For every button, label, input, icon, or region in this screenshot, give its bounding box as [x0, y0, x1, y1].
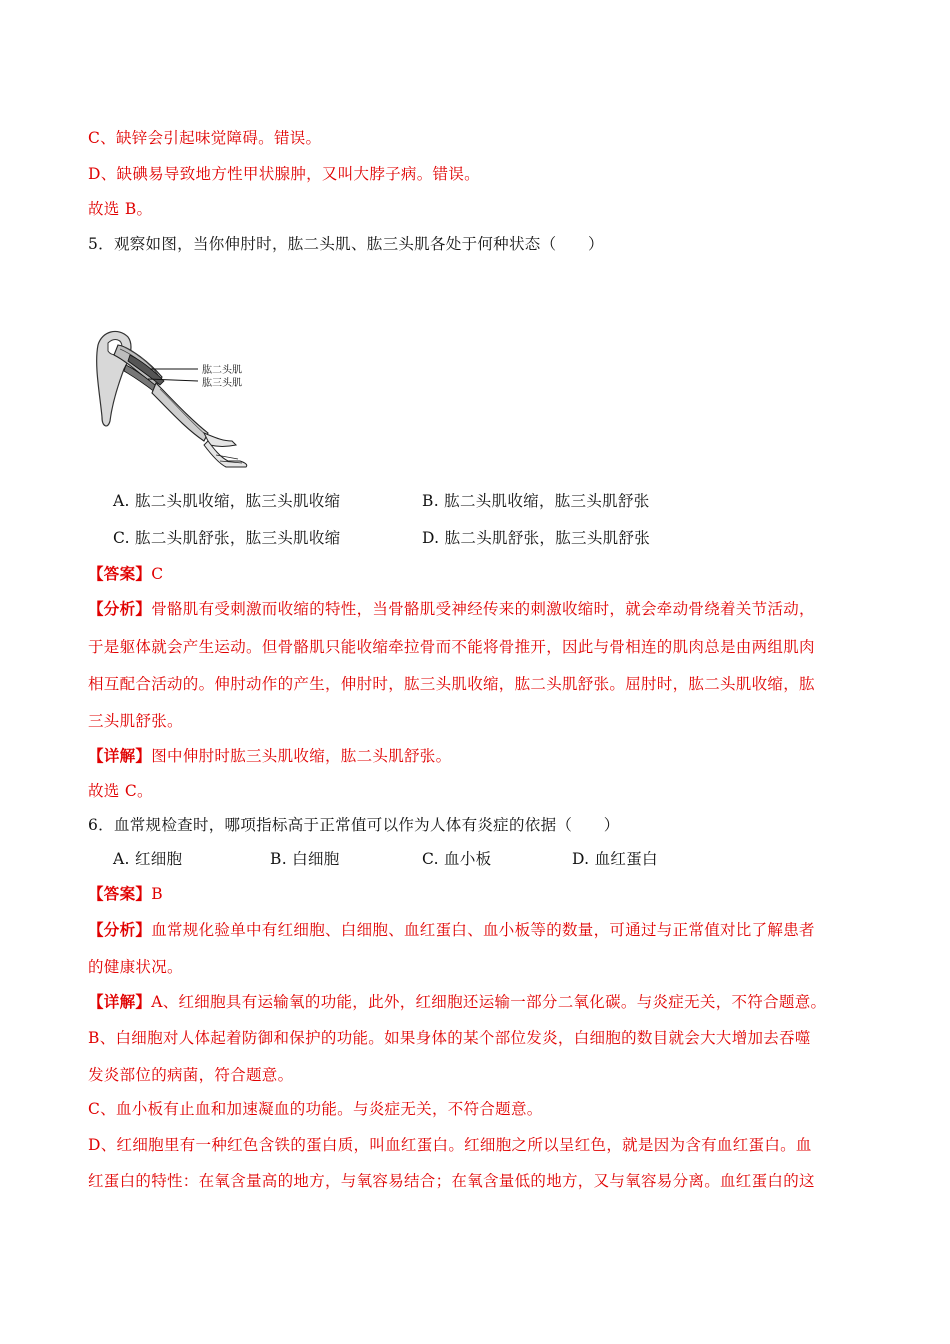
detail-text: A、红细胞具有运输氧的功能，此外，红细胞还运输一部分二氧化碳。与炎症无关，不符合题意。: [151, 993, 827, 1011]
q5-conclusion: 故选 C。: [88, 782, 153, 800]
q6-option-c: C. 血小板: [422, 850, 492, 868]
q6-question: 6．血常规检查时，哪项指标高于正常值可以作为人体有炎症的依据（ ）: [88, 816, 620, 834]
q6-option-a: A. 红细胞: [113, 850, 183, 868]
biceps-label: 肱二头肌: [202, 365, 242, 376]
q6-detail-line-4: C、血小板有止血和加速凝血的功能。与炎症无关，不符合题意。: [88, 1100, 543, 1118]
answer-value: B: [151, 885, 163, 903]
q6-detail-line-5: D、红细胞里有一种红色含铁的蛋白质，叫血红蛋白。红细胞之所以呈红色，就是因为含有血红蛋白。血: [88, 1136, 812, 1154]
detail-text: 图中伸肘时肱三头肌收缩，肱二头肌舒张。: [151, 747, 452, 765]
q5-option-c: C. 肱二头肌舒张，肱三头肌收缩: [113, 529, 341, 547]
q6-detail-line-2: B、白细胞对人体起着防御和保护的功能。如果身体的某个部位发炎，白细胞的数目就会大大增加去吞噬: [88, 1029, 811, 1047]
q6-option-b: B. 白细胞: [270, 850, 340, 868]
q6-detail-line-1: [88, 991, 862, 1013]
q4-conclusion: 故选 B。: [88, 200, 153, 218]
detail-tag: 【详解】: [88, 746, 152, 765]
arm-muscle-diagram: [90, 325, 270, 475]
q5-detail: [88, 745, 862, 767]
q5-analysis-line-2: 于是躯体就会产生运动。但骨骼肌只能收缩牵拉骨而不能将骨推开，因此与骨相连的肌肉总是由两组肌肉: [88, 638, 815, 656]
analysis-tag: 【分析】: [88, 599, 152, 618]
q5-option-b: B. 肱二头肌收缩，肱三头肌舒张: [422, 492, 650, 510]
q5-analysis-line-3: 相互配合活动的。伸肘动作的产生，伸肘时，肱三头肌收缩，肱二头肌舒张。屈肘时，肱二头肌收缩，肱: [88, 675, 815, 693]
q4-option-d-explanation: D、缺碘易导致地方性甲状腺肿，又叫大脖子病。错误。: [88, 165, 480, 183]
arm-muscle-figure: [90, 325, 270, 475]
answer-tag: 【答案】: [88, 884, 152, 903]
analysis-tag: 【分析】: [88, 920, 152, 939]
q6-option-d: D. 血红蛋白: [572, 850, 658, 868]
answer-tag: 【答案】: [88, 564, 152, 583]
q6-analysis-line-1: [88, 919, 862, 941]
q6-detail-line-3: 发炎部位的病菌，符合题意。: [88, 1066, 294, 1084]
analysis-text: 血常规化验单中有红细胞、白细胞、血红蛋白、血小板等的数量，可通过与正常值对比了解患者: [151, 921, 815, 939]
q5-analysis-line-1: [88, 598, 862, 620]
q5-option-a: A. 肱二头肌收缩，肱三头肌收缩: [113, 492, 341, 510]
q5-option-d: D. 肱二头肌舒张，肱三头肌舒张: [422, 529, 651, 547]
detail-tag: 【详解】: [88, 992, 152, 1011]
q5-answer: [88, 563, 862, 585]
q6-answer: [88, 883, 862, 905]
q6-analysis-line-2: 的健康状况。: [88, 958, 183, 976]
triceps-label: 肱三头肌: [202, 378, 242, 389]
q6-detail-line-6: 红蛋白的特性：在氧含量高的地方，与氧容易结合；在氧含量低的地方，又与氧容易分离。血红蛋白的这: [88, 1172, 815, 1190]
analysis-text: 骨骼肌有受刺激而收缩的特性，当骨骼肌受神经传来的刺激收缩时，就会牵动骨绕着关节活动，: [151, 600, 815, 618]
answer-value: C: [151, 565, 164, 583]
q4-option-c-explanation: C、缺锌会引起味觉障碍。错误。: [88, 129, 322, 147]
q5-analysis-line-4: 三头肌舒张。: [88, 712, 183, 730]
q5-question: 5．观察如图，当你伸肘时，肱二头肌、肱三头肌各处于何种状态（ ）: [88, 235, 604, 253]
